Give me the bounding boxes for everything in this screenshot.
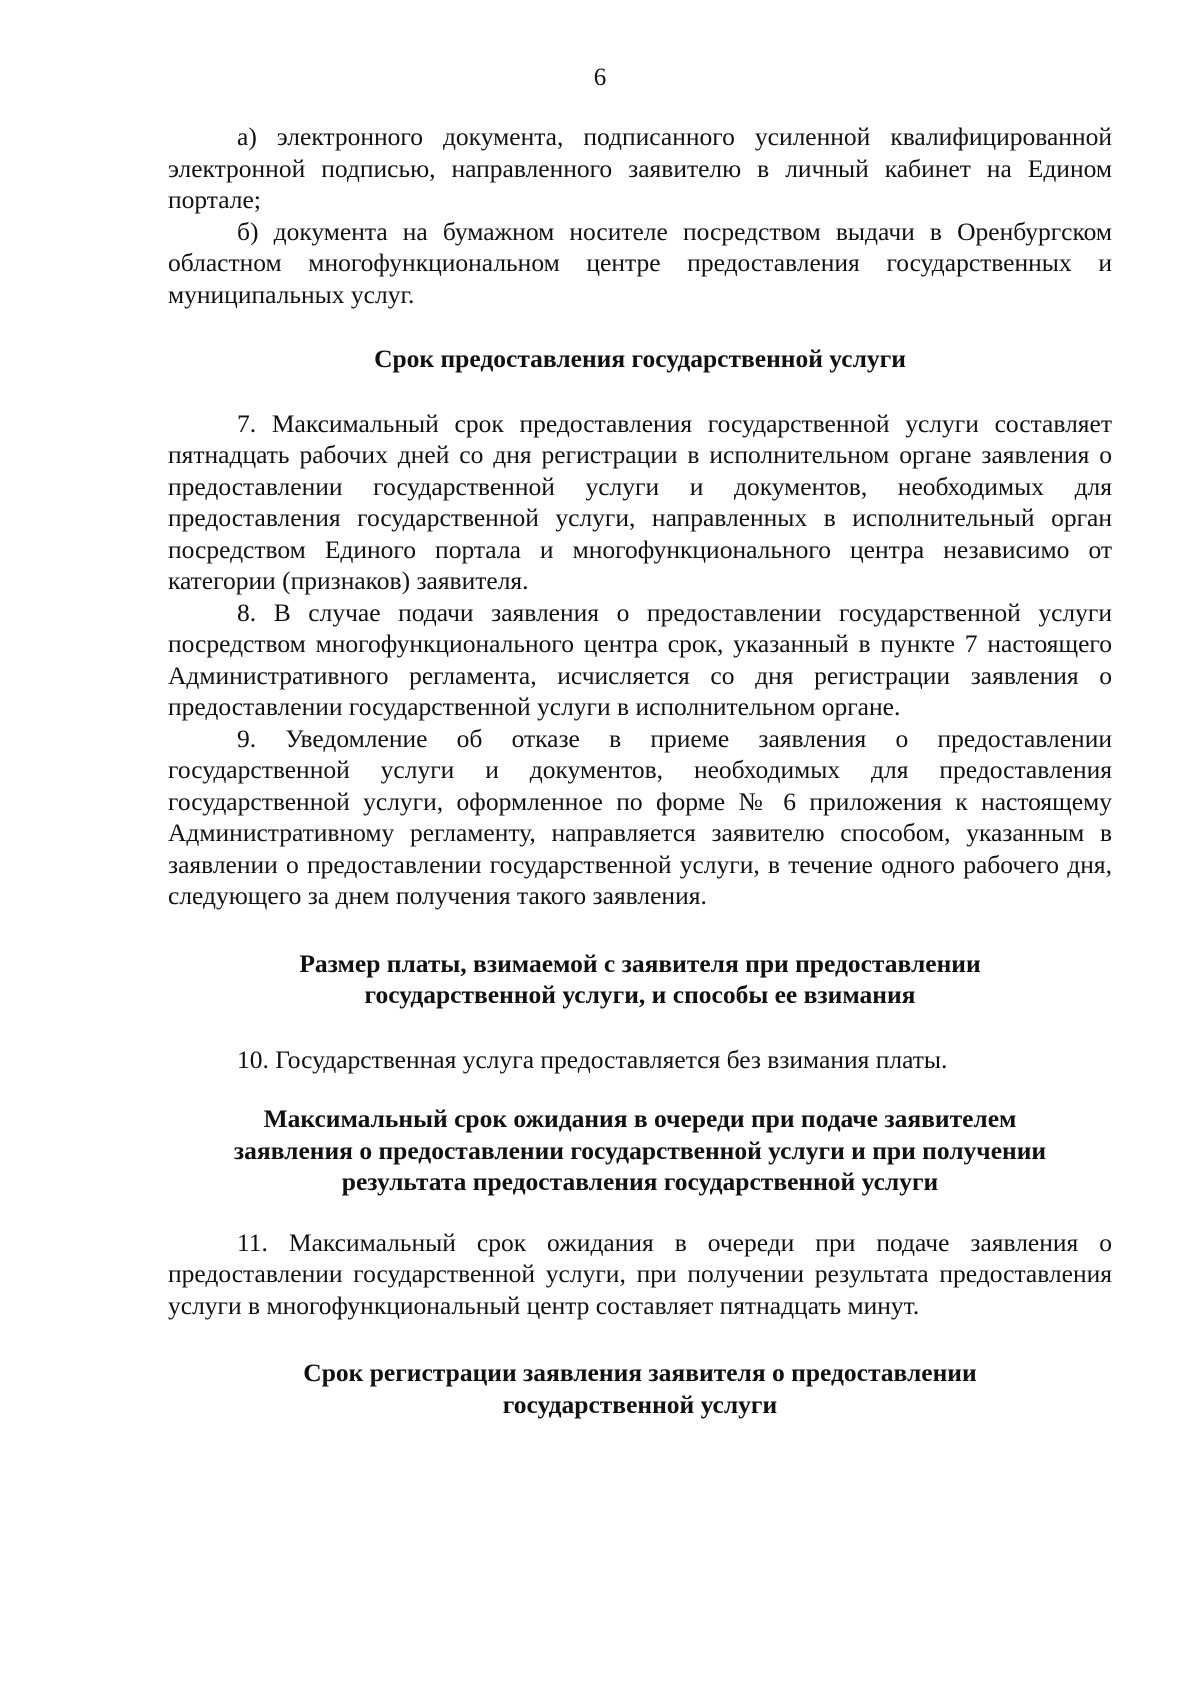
paragraph-8: 8. В случае подачи заявления о предоставлении государственной услуги посредством многофункционального центра срок, указанный в пункте 7 настоящего Административного регламента, исчисляется со дня регистрации заявления о предоставлении государственной услуги в исполнительном органе. bbox=[168, 597, 1112, 721]
paragraph-11: 11. Максимальный срок ожидания в очереди при подаче заявления о предоставлении государственной услуги, при получении результата предоставления услуги в многофункциональный центр составляет пятнадцать минут. bbox=[168, 1227, 1112, 1320]
section-heading-fee bbox=[168, 948, 1112, 1011]
paragraph-7: 7. Максимальный срок предоставления государственной услуги составляет пятнадцать рабочих дней со дня регистрации в исполнительном органе заявления о предоставлении государственной услуги и документов, необходимых для предоставления государственной услуги, направленных в исполнительный орган посредством Единого портала и многофункционального центра независимо от категории (признаков) заявителя. bbox=[168, 408, 1112, 595]
page-content bbox=[168, 121, 1112, 1420]
section-heading-registration bbox=[168, 1357, 1112, 1420]
intro-item-b: б) документа на бумажном носителе посредством выдачи в Оренбургском областном многофункциональном центре предоставления государственных и муниципальных услуг. bbox=[168, 216, 1112, 309]
section-heading-queue bbox=[168, 1103, 1112, 1198]
page-number: 6 bbox=[593, 64, 607, 91]
section-heading-registration-line-2: государственной услуги bbox=[502, 1389, 778, 1419]
section-heading-registration-line-1: Срок регистрации заявления заявителя о предоставлении bbox=[303, 1358, 977, 1387]
section-heading-queue-line-2: заявления о предоставлении государственной услуги и при получении bbox=[233, 1135, 1047, 1165]
section-heading-queue-line-3: результата предоставления государственной услуги bbox=[341, 1167, 939, 1196]
section-heading-fee-line-2: государственной услуги, и способы ее взимания bbox=[364, 980, 916, 1009]
section-heading-fee-line-1: Размер платы, взимаемой с заявителя при предоставлении bbox=[299, 948, 981, 978]
paragraph-9: 9. Уведомление об отказе в приеме заявления о предоставлении государственной услуги и документов, необходимых для предоставления государственной услуги, оформленное по форме № 6 приложения к настоящему Административному регламенту, направляется заявителю способом, указанным в заявлении о предоставлении государственной услуги, в течение одного рабочего дня, следующего за днем получения такого заявления. bbox=[168, 723, 1112, 910]
section-heading-term: Срок предоставления государственной услуги bbox=[374, 344, 906, 373]
paragraph-10: 10. Государственная услуга предоставляется без взимания платы. bbox=[237, 1044, 948, 1074]
section-heading-queue-line-1: Максимальный срок ожидания в очереди при подаче заявителем bbox=[263, 1104, 1017, 1133]
intro-item-a: а) электронного документа, подписанного усиленной квалифицированной электронной подписью, направленного заявителю в личный кабинет на Едином портале; bbox=[168, 122, 1112, 214]
